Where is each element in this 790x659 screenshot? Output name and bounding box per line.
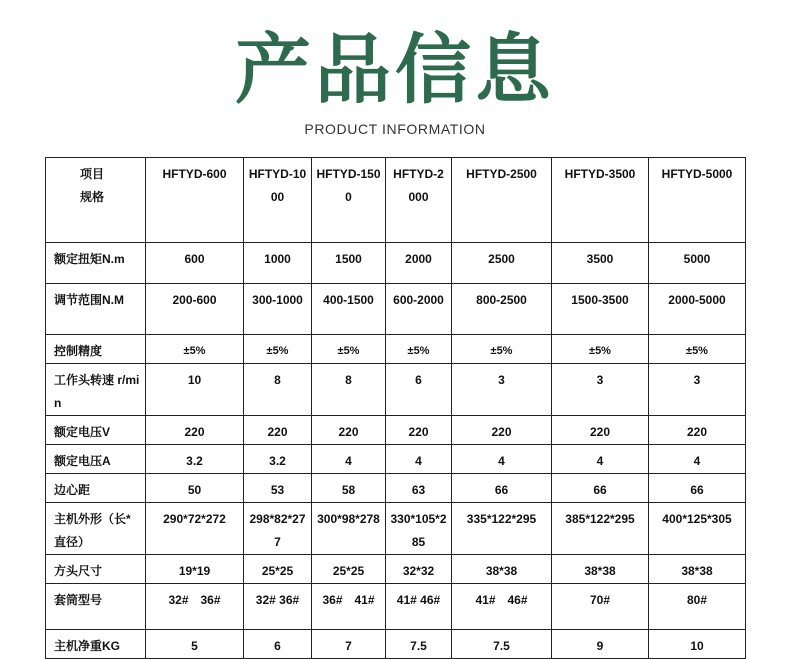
table-row — [46, 555, 746, 584]
table-cell: 80# — [649, 584, 746, 630]
table-cell: ±5% — [386, 335, 452, 364]
table-cell: 38*38 — [552, 555, 649, 584]
model-header-cell: HFTYD-2000 — [386, 158, 452, 243]
model-header-cell: HFTYD-1000 — [244, 158, 312, 243]
table-cell: 70# — [552, 584, 649, 630]
table-cell: ±5% — [452, 335, 552, 364]
table-cell: 10 — [146, 364, 244, 416]
table-cell: 7.5 — [386, 630, 452, 659]
table-cell: 63 — [386, 474, 452, 503]
table-cell: 3.2 — [244, 445, 312, 474]
table-cell: 4 — [649, 445, 746, 474]
row-label: 工作头转速 r/min — [46, 364, 146, 416]
header-label-cell — [46, 158, 146, 243]
table-cell: 7.5 — [452, 630, 552, 659]
table-cell: 4 — [552, 445, 649, 474]
table-row — [46, 445, 746, 474]
table-cell: 298*82*277 — [244, 503, 312, 555]
table-cell: 50 — [146, 474, 244, 503]
model-header-cell: HFTYD-3500 — [552, 158, 649, 243]
table-cell: 3.2 — [146, 445, 244, 474]
table-cell: 2500 — [452, 243, 552, 284]
table-cell: 19*19 — [146, 555, 244, 584]
table-cell: 66 — [552, 474, 649, 503]
table-cell: 220 — [386, 416, 452, 445]
table-cell: 220 — [552, 416, 649, 445]
table-cell: ±5% — [312, 335, 386, 364]
table-cell: 4 — [386, 445, 452, 474]
model-header-cell: HFTYD-1500 — [312, 158, 386, 243]
model-header-cell: HFTYD-5000 — [649, 158, 746, 243]
row-label: 套筒型号 — [46, 584, 146, 630]
table-cell: 25*25 — [312, 555, 386, 584]
table-cell: 10 — [649, 630, 746, 659]
row-label: 调节范围N.M — [46, 284, 146, 335]
table-cell: 2000 — [386, 243, 452, 284]
table-cell: 220 — [244, 416, 312, 445]
table-cell: ±5% — [649, 335, 746, 364]
row-label: 主机外形（长*直径） — [46, 503, 146, 555]
table-row — [46, 243, 746, 284]
model-header-cell: HFTYD-600 — [146, 158, 244, 243]
table-cell: 220 — [649, 416, 746, 445]
table-cell: 1000 — [244, 243, 312, 284]
table-cell: 3 — [452, 364, 552, 416]
table-cell: 300-1000 — [244, 284, 312, 335]
table-cell: 5000 — [649, 243, 746, 284]
row-label: 额定电压A — [46, 445, 146, 474]
row-label: 额定电压V — [46, 416, 146, 445]
table-cell: 6 — [244, 630, 312, 659]
table-cell: 200-600 — [146, 284, 244, 335]
table-cell: 4 — [452, 445, 552, 474]
row-label: 方头尺寸 — [46, 555, 146, 584]
table-cell: ±5% — [244, 335, 312, 364]
table-cell: 3500 — [552, 243, 649, 284]
header-label-spec: 规格 — [80, 190, 105, 204]
table-cell: 41# 46# — [386, 584, 452, 630]
table-row — [46, 335, 746, 364]
table-cell: 220 — [452, 416, 552, 445]
table-row — [46, 503, 746, 555]
page-title: 产品信息 — [235, 25, 555, 114]
row-label: 额定扭矩N.m — [46, 243, 146, 284]
table-cell: 335*122*295 — [452, 503, 552, 555]
table-cell: 1500-3500 — [552, 284, 649, 335]
table-row — [46, 284, 746, 335]
table-cell: 25*25 — [244, 555, 312, 584]
table-cell: 290*72*272 — [146, 503, 244, 555]
table-cell: 66 — [452, 474, 552, 503]
table-cell: 400*125*305 — [649, 503, 746, 555]
table-cell: 6 — [386, 364, 452, 416]
table-cell: 7 — [312, 630, 386, 659]
table-cell: 5 — [146, 630, 244, 659]
header-label-item: 项目 — [80, 167, 105, 181]
table-cell: 220 — [312, 416, 386, 445]
table-cell: 4 — [312, 445, 386, 474]
table-row — [46, 364, 746, 416]
table-cell: 36# 41# — [312, 584, 386, 630]
table-cell: 38*38 — [452, 555, 552, 584]
table-cell: 2000-5000 — [649, 284, 746, 335]
table-cell: 8 — [244, 364, 312, 416]
product-spec-table — [45, 157, 746, 659]
row-label: 控制精度 — [46, 335, 146, 364]
table-cell: 58 — [312, 474, 386, 503]
table-cell: 38*38 — [649, 555, 746, 584]
table-cell: 32# 36# — [244, 584, 312, 630]
table-row — [46, 474, 746, 503]
table-cell: 600-2000 — [386, 284, 452, 335]
table-cell: 220 — [146, 416, 244, 445]
table-header-row — [46, 158, 746, 243]
table-row — [46, 584, 746, 630]
table-cell: 32*32 — [386, 555, 452, 584]
table-cell: 8 — [312, 364, 386, 416]
table-cell: 1500 — [312, 243, 386, 284]
table-cell: 300*98*278 — [312, 503, 386, 555]
table-cell: 385*122*295 — [552, 503, 649, 555]
table-cell: 53 — [244, 474, 312, 503]
table-cell: 800-2500 — [452, 284, 552, 335]
page-subtitle: PRODUCT INFORMATION — [304, 121, 486, 137]
table-cell: 600 — [146, 243, 244, 284]
model-header-cell: HFTYD-2500 — [452, 158, 552, 243]
table-cell: 41# 46# — [452, 584, 552, 630]
table-row — [46, 630, 746, 659]
row-label: 主机净重KG — [46, 630, 146, 659]
table-cell: 3 — [649, 364, 746, 416]
table-cell: 330*105*285 — [386, 503, 452, 555]
table-cell: 32# 36# — [146, 584, 244, 630]
table-cell: 3 — [552, 364, 649, 416]
table-cell: 9 — [552, 630, 649, 659]
table-cell: ±5% — [552, 335, 649, 364]
row-label: 边心距 — [46, 474, 146, 503]
table-cell: 400-1500 — [312, 284, 386, 335]
table-cell: 66 — [649, 474, 746, 503]
table-cell: ±5% — [146, 335, 244, 364]
table-row — [46, 416, 746, 445]
